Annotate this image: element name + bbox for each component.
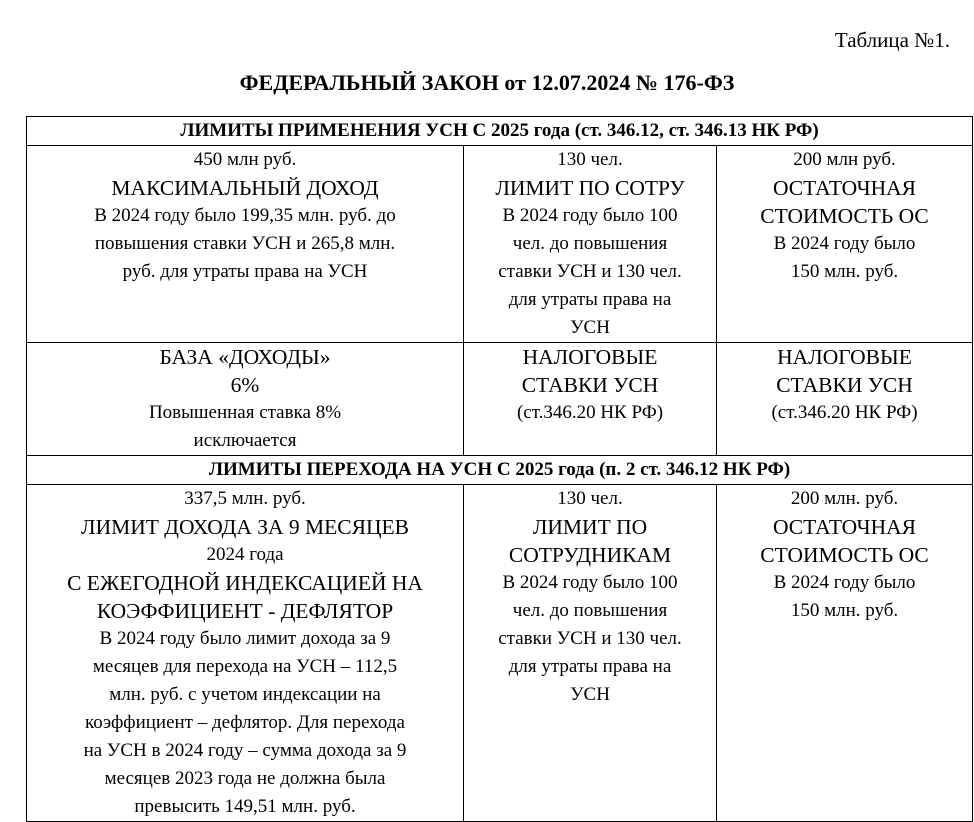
tax-rates-title: СТАВКИ УСН (521, 373, 659, 397)
max-income-value: 450 млн руб. (193, 149, 297, 170)
tax-rates-title: НАЛОГОВЫЕ (522, 345, 658, 369)
max-income-note-line: повышения ставки УСН и 265,8 млн. (94, 233, 396, 254)
transition-income-note-line: месяцев 2023 года не должна была (104, 768, 386, 789)
transition-income-year: 2024 года (206, 544, 284, 565)
max-income-note-line: руб. для утраты права на УСН (122, 261, 368, 282)
transition-income-note-line: месяцев для перехода на УСН – 112,5 (92, 656, 398, 677)
law-title: ФЕДЕРАЛЬНЫЙ ЗАКОН от 12.07.2024 № 176-ФЗ (239, 70, 735, 95)
transition-staff-title: ЛИМИТ ПО (532, 515, 648, 539)
staff-limit-note-line: ставки УСН и 130 чел. (498, 261, 682, 282)
transition-staff-note-line: В 2024 году было 100 (502, 572, 678, 593)
transition-staff-note-line: чел. до повышения (512, 600, 668, 621)
residual-value-cell (717, 146, 973, 343)
staff-limit-note-line: чел. до повышения (512, 233, 668, 254)
transition-income-indexation: С ЕЖЕГОДНОЙ ИНДЕКСАЦИЕЙ НА (67, 571, 423, 595)
tax-rates-title: НАЛОГОВЫЕ (777, 345, 912, 369)
transition-staff-note-line: для утраты права на (508, 656, 672, 677)
transition-staff-cell (464, 485, 717, 822)
staff-limit-cell (464, 146, 717, 343)
transition-income-note-line: на УСН в 2024 году – сумма дохода за 9 (83, 740, 407, 761)
staff-limit-note-line: для утраты права на (508, 289, 672, 310)
section1-row1 (27, 146, 973, 343)
income-base-note-line: Повышенная ставка 8% (148, 402, 342, 423)
transition-income-title: ЛИМИТ ДОХОДА ЗА 9 МЕСЯЦЕВ (81, 515, 409, 539)
residual-value-title: ОСТАТОЧНАЯ (772, 176, 917, 200)
staff-limit-note-line: В 2024 году было 100 (502, 205, 678, 226)
tax-rates-cell (717, 343, 973, 456)
income-base-title: БАЗА «ДОХОДЫ» (159, 345, 331, 369)
income-base-rate: 6% (230, 373, 260, 397)
transition-income-cell (27, 485, 464, 822)
section2-row1 (27, 485, 973, 822)
transition-assets-note-line: В 2024 году было (773, 572, 916, 593)
transition-assets-title: ОСТАТОЧНАЯ (772, 515, 917, 539)
transition-staff-title: СОТРУДНИКАМ (508, 543, 672, 567)
income-base-cell (27, 343, 464, 456)
section1-row2 (27, 343, 973, 456)
transition-income-indexation: КОЭФФИЦИЕНТ - ДЕФЛЯТОР (96, 599, 394, 623)
income-base-note-line: исключается (193, 430, 297, 451)
transition-staff-note-line: УСН (570, 684, 610, 705)
residual-value-note-line: 150 млн. руб. (790, 261, 899, 282)
section2-header: ЛИМИТЫ ПЕРЕХОДА НА УСН С 2025 года (п. 2 ст. 346.12 НК РФ) (27, 456, 973, 485)
transition-assets-value: 200 млн. руб. (790, 488, 899, 509)
staff-limit-value: 130 чел. (557, 149, 623, 170)
usn-limits-table (26, 116, 973, 822)
section2-header-row (27, 456, 973, 485)
residual-value-amount: 200 млн руб. (793, 149, 896, 170)
transition-income-note-line: В 2024 году было лимит дохода за 9 (99, 628, 391, 649)
transition-assets-cell (717, 485, 973, 822)
residual-value-title: СТОИМОСТЬ ОС (760, 204, 929, 228)
transition-income-note-line: превысить 149,51 млн. руб. (134, 796, 356, 817)
max-income-title: МАКСИМАЛЬНЫЙ ДОХОД (111, 176, 379, 200)
section1-header: ЛИМИТЫ ПРИМЕНЕНИЯ УСН С 2025 года (ст. 346.12, ст. 346.13 НК РФ) (27, 117, 973, 146)
section1-header-row (27, 117, 973, 146)
tax-rates-ref: (ст.346.20 НК РФ) (771, 402, 918, 423)
transition-staff-value: 130 чел. (557, 488, 623, 509)
transition-assets-note-line: 150 млн. руб. (790, 600, 899, 621)
staff-limit-note-line: УСН (570, 317, 610, 338)
transition-income-value: 337,5 млн. руб. (184, 488, 306, 509)
transition-income-note-line: млн. руб. с учетом индексации на (109, 684, 381, 705)
staff-limit-title: ЛИМИТ ПО СОТРУ (495, 176, 685, 200)
transition-income-note-line: коэффициент – дефлятор. Для перехода (85, 712, 405, 733)
residual-value-note-line: В 2024 году было (773, 233, 916, 254)
tax-rates-ref: (ст.346.20 НК РФ) (516, 402, 664, 423)
transition-staff-note-line: ставки УСН и 130 чел. (498, 628, 682, 649)
transition-assets-title: СТОИМОСТЬ ОС (760, 543, 929, 567)
tax-rates-title: СТАВКИ УСН (776, 373, 913, 397)
table-caption: Таблица №1. (834, 28, 950, 52)
tax-rates-cell (464, 343, 717, 456)
max-income-note-line: В 2024 году было 199,35 млн. руб. до (94, 205, 396, 226)
max-income-cell (27, 146, 464, 343)
